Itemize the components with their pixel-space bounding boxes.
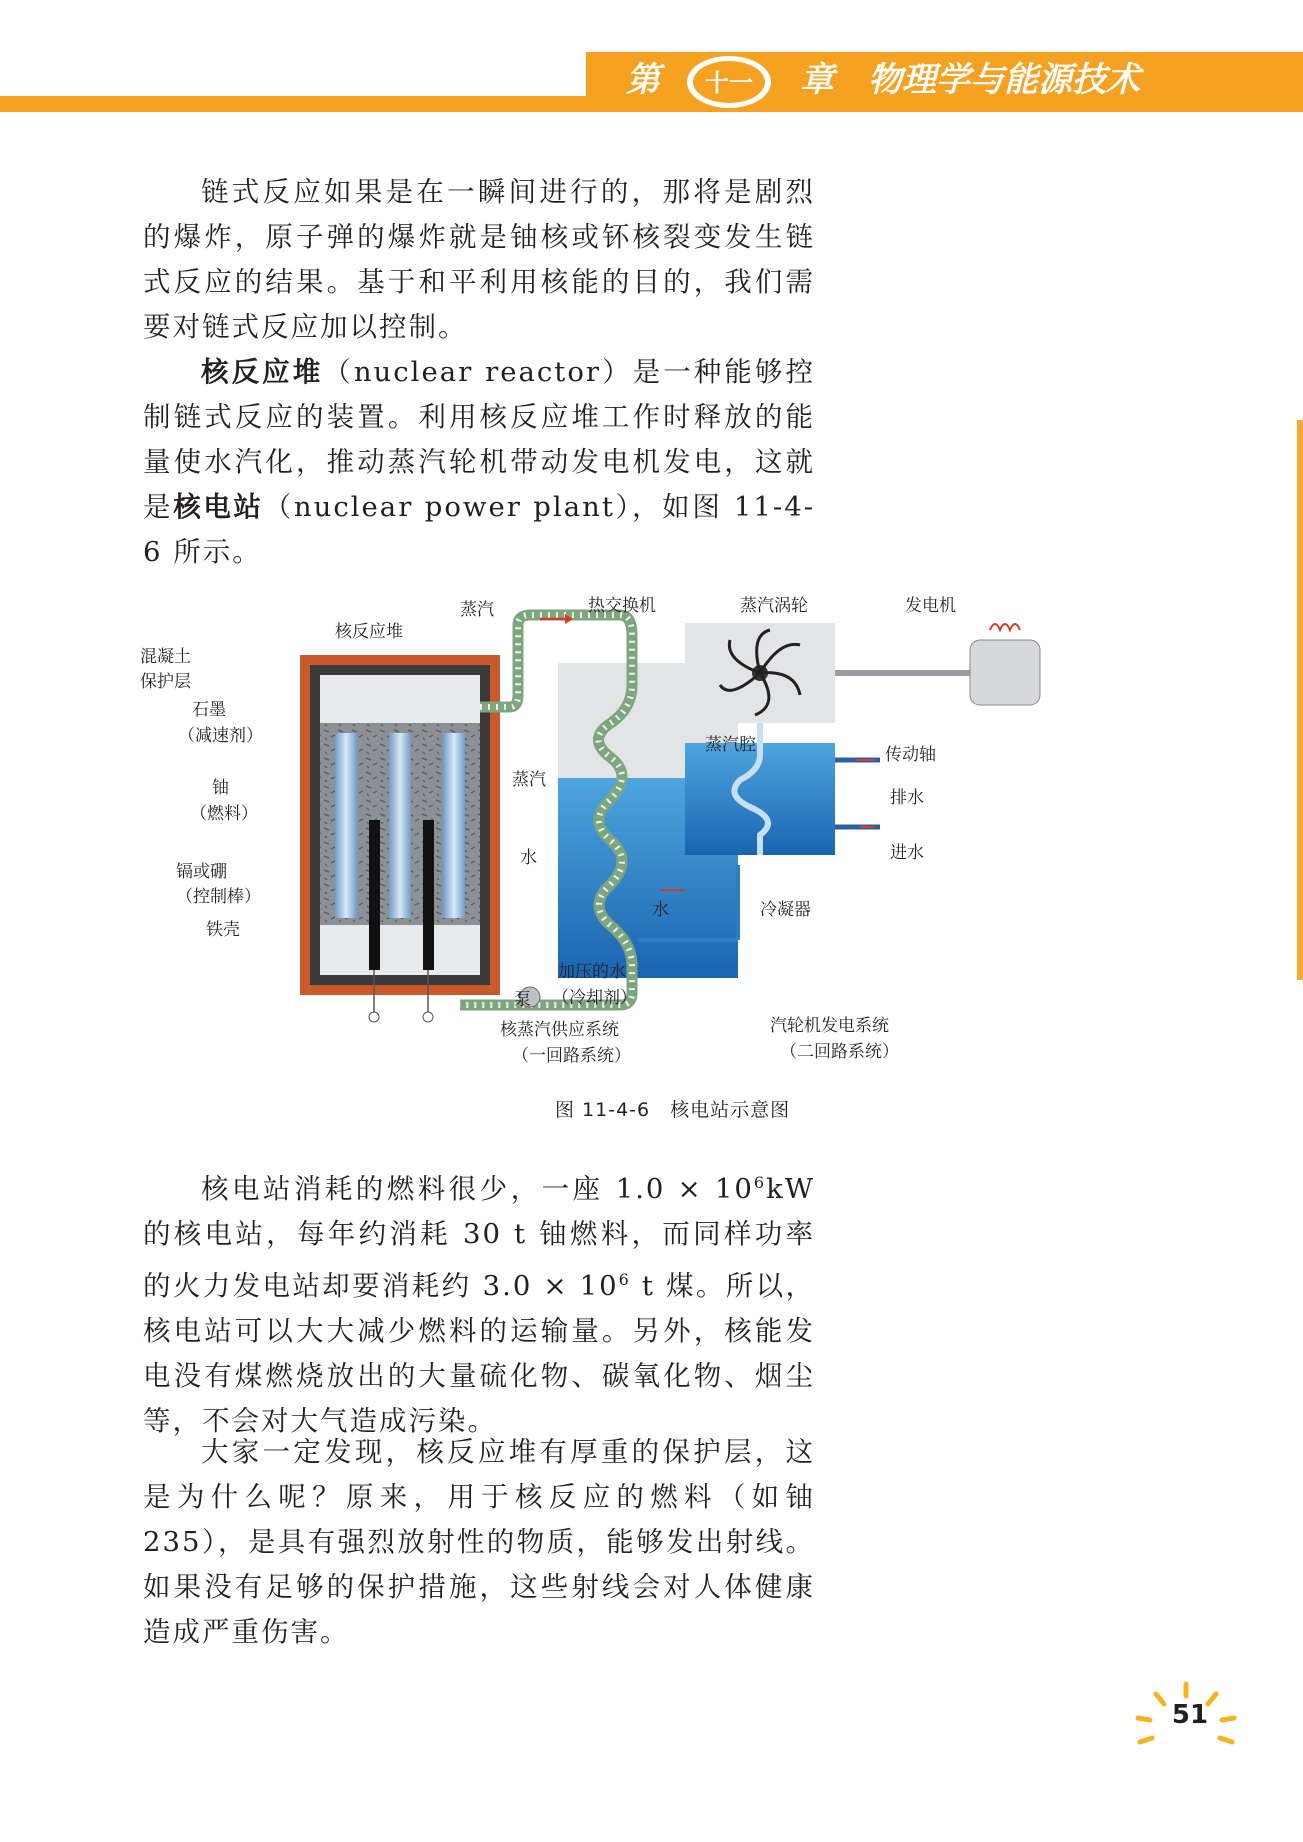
label-secondary-system: 汽轮机发电系统 (770, 1016, 889, 1036)
label-iron-shell: 铁壳 (206, 920, 240, 940)
label-cadmium: 镉或硼 (176, 862, 227, 882)
chapter-number-badge (684, 54, 774, 110)
label-shield: 保护层 (140, 672, 191, 692)
label-generator: 发电机 (905, 596, 956, 616)
label-primary-system: 核蒸汽供应系统 (500, 1020, 619, 1040)
chapter-di: 第 (626, 60, 660, 100)
generator (970, 624, 1040, 705)
label-control-rod: （控制棒） (176, 887, 261, 907)
label-drain: 排水 (890, 788, 924, 808)
chapter-number: 十一 (705, 69, 753, 97)
term-reactor: 核反应堆 (201, 356, 324, 388)
label-uranium: 铀 (212, 778, 229, 798)
label-primary-loop: （一回路系统） (512, 1046, 631, 1066)
control-rod (423, 820, 434, 970)
label-reactor: 核反应堆 (335, 622, 403, 642)
paragraph-radiation: 大家一定发现，核反应堆有厚重的保护层，这是为什么呢？原来，用于核反应的燃料（如铀 235），是具有强烈放射性的物质，能够发出射线。如果没有足够的保护措施，这些射线会对人体健康造成严重伤害。 (143, 1436, 815, 1648)
page-number: 51 (1171, 1700, 1209, 1730)
page-edge-tab (1297, 420, 1303, 980)
label-heat-exchanger: 热交换机 (588, 596, 656, 616)
fuel-rod (335, 733, 357, 918)
paragraph-chain-reaction: 链式反应如果是在一瞬间进行的，那将是剧烈的爆炸，原子弹的爆炸就是铀核或钚核裂变发生链式反应的结果。基于和平利用核能的目的，我们需要对链式反应加以控制。 (143, 176, 815, 343)
term-power-plant: 核电站 (173, 491, 264, 523)
label-water: 水 (520, 848, 537, 868)
label-fuel: （燃料） (190, 804, 258, 824)
steam-turbine (685, 623, 975, 723)
label-steam-mid: 蒸汽 (512, 770, 546, 790)
nuclear-power-plant-diagram (140, 545, 1150, 1075)
fuel-rod (389, 733, 411, 918)
label-concrete: 混凝土 (140, 647, 191, 667)
fuel-rod (443, 733, 465, 918)
label-pump: 泵 (514, 990, 531, 1010)
label-secondary-loop: （二回路系统） (780, 1042, 899, 1062)
paragraph-fuel-consumption: 核电站消耗的燃料很少，一座 $1.0 \times 10^6kW$ 的核电站，每年约消耗 30 t 铀燃料，而同样功率的火力发电站却要消耗约 $3.0 \times 10^6$ t 煤。所以，核电站可以大大减少燃料的运输量。另外，核能发电没有煤燃烧放出的大量硫化物、碳氧化物、烟尘等，不会对大气造成污染。 (143, 1173, 815, 1438)
chapter-title: 物理学与能源技术 (868, 60, 1140, 100)
label-shaft: 传动轴 (885, 745, 936, 765)
label-coolant: （冷却剂） (552, 988, 637, 1008)
label-steam-chamber: 蒸汽腔 (705, 735, 756, 755)
label-condenser: 冷凝器 (760, 900, 811, 920)
paragraph-reactor: 核反应堆（nuclear reactor）是一种能够控制链式反应的装置。利用核反应堆工作时释放的能量使水汽化，推动蒸汽轮机带动发电机发电，这就是核电站（nuclear power plant），如图 11-4-6 所示。 (143, 356, 816, 568)
control-rod (369, 820, 380, 970)
reactor (300, 655, 500, 1022)
label-water-return: 水 (652, 900, 669, 920)
label-moderator: （减速剂） (178, 726, 263, 746)
label-turbine: 蒸汽涡轮 (740, 596, 808, 616)
label-steam-top: 蒸汽 (460, 600, 494, 620)
label-inlet: 进水 (890, 843, 924, 863)
chapter-zhang: 章 (800, 60, 834, 100)
label-graphite: 石墨 (192, 700, 226, 720)
figure-caption: 图 11-4-6 核电站示意图 (555, 1099, 791, 1121)
label-pressurized-water: 加压的水 (558, 962, 626, 982)
